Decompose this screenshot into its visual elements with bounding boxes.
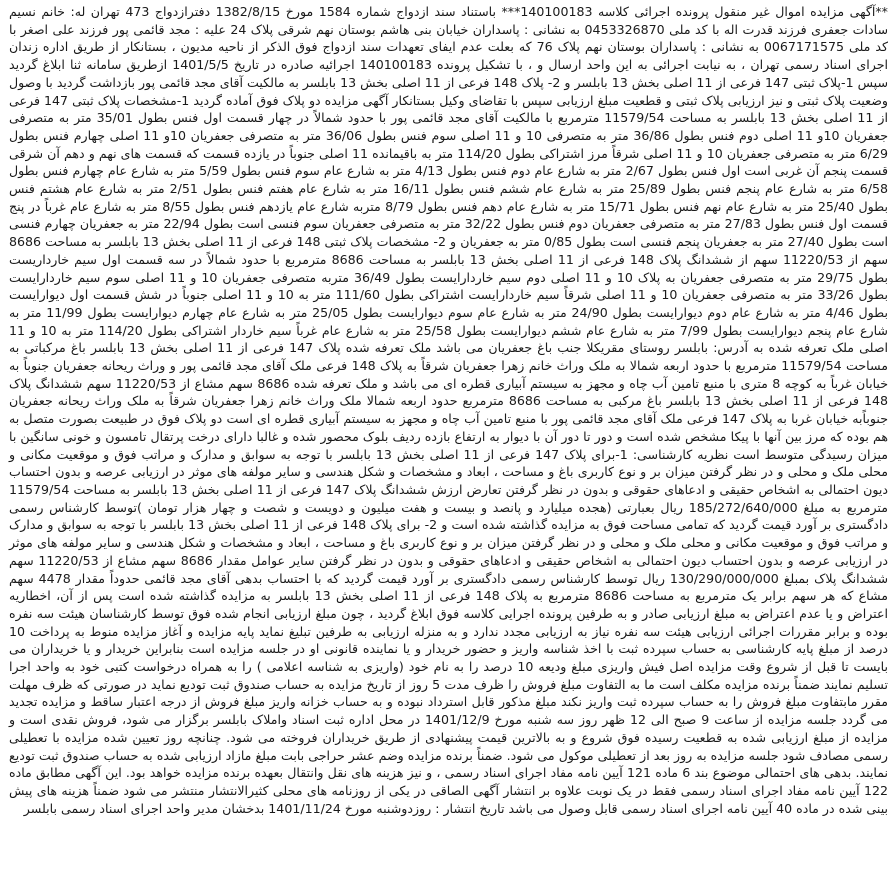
auction-notice-text: **آگهی مزایده اموال غیر منقول پرونده اجرائی کلاسه 140100183*** باستناد سند ازدواج شماره 1584 مورخ 1382/8/15 دفترازدواج 473 تهران له: خانم نسیم سادات جعفری فرزند قدرت اله با کد ملی 0453326870 به نشانی : پاسداران خیابان بنی هاشم بوستان نهم شرقی پلاک 24 علیه : مجد قائمی پور فرزند علی اصغر با کد ملی 0067171575 به نشانی : پاسداران بوستان نهم پلاک 76 که بعلت عدم ایفای تعهدات سند ازدواج فوق الذکر از ناحیه مدیون ، بستانکار از طریق اداره زندان اجرای اسناد رسمی تهران ، به نیابت اجرائی به این واحد ارسال و ، با تشکیل پرونده 140100183 اجرائیه صادره در تاریخ 1401/5/5 ازطریق سامانه ثنا ابلاغ گردید سپس 1-پلاک ثبتی 147 فرعی از 11 اصلی بخش 13 بابلسر و 2- پلاک 148 فرعی از 11 اصلی بخش 13 بابلسر به مالکیت آقای مجد قائمی پور بازداشت گردید با وصول وضعیت پلاک ثبتی و نیز ارزیابی پلاک ثبتی و قطعیت مبلغ ارزیابی سپس با تقاضای وکیل بستانکار آگهی مزایده دو پلاک فوق آماده گردید 1-مشخصات پلاک ثبتی 147 فرعی از 11 اصلی بخش 13 بابلسر به مساحت 11579/54 مترمربع با مالکیت آقای مجد قائمی پور با حدود شمالاً در چهار قسمت اول فنس بطول 35/01 متر به متصرفی جعفریان 10و 11 اصلی دوم فنس بطول 36/86 متر به متصرفی 10 و 11 اصلی سوم فنس بطول 36/06 متر به متصرفی جعفریان 10و 11 اصلی چهارم فنس بطول 6/29 متر به متصرفی جعفریان 10 و 11 اصلی شرقاً مرز اشتراکی بطول 114/20 متر به باقیمانده 11 اصلی جنوباً در یازده قسمت که قسمت های نهم و دهم آن شرقی قسمت پنجم آن غربی است اول فنس بطول 2/67 متر به شارع عام دوم فنس بطول 4/13 متر به شارع عام سوم فنس بطول 5/59 متر به شارع عام چهارم فنس بطول 6/58 متر به شارع عام پنجم فنس بطول 25/89 متر به شارع عام ششم فنس بطول 16/11 متر به شارع عام هفتم فنس بطول 2/51 متر به شارع عام هشتم فنس بطول 25/40 متر به شارع عام نهم فنس بطول 15/71 متر به شارع عام دهم فنس بطول 8/79 متربه شارع عام یازدهم فنس بطول 8/55 متر به شارع عام غرباً در پنج قسمت اول فنس بطول 27/83 متر به متصرفی جعفریان دوم فنس بطول 32/22 متر به متصرفی جعفریان سوم فنسی است بطول 22/94 متر به جعفریان چهارم فنسی است بطول 27/40 متر به جعفریان پنجم فنسی است بطول 0/85 متر به جعفریان و 2- مشخصات پلاک ثبتی 148 فرعی از 11 اصلی بخش 13 بابلسر به مساحت 8686 سهم از 11220/53 سهم از ششدانگ پلاک 148 فرعی از 11 اصلی بخش 13 بابلسر به مساحت 8686 مترمربع با حدود شمالاً در سه قسمت اول سیم خارداریست بطول 29/75 متر به متصرفی جعفریان به پلاک 10 و 11 اصلی دوم سیم خاردارایست بطول 36/49 متربه متصرفی جعفریان 10 و 11 اصلی سوم سیم خاردارایست بطول 33/26 متر به متصرفی جعفریان 10 و 11 اصلی شرقاً سیم خاردارایست اشتراکی بطول 111/60 متر به 10 و 11 اصلی جنوباً در شش قسمت اول دیوارایست بطول 4/46 متر به شارع عام دوم دیوارایست بطول 24/90 متر به شارع عام سوم دیوارایست بطول 25/05 متر به شارع عام چهارم دیوارایست بطول 11/99 متر به شارع عام پنجم دیوارایست بطول 7/99 متر به شارع عام ششم دیوارایست بطول 25/58 متر به شارع عام غرباً سیم خاردار اشتراکی بطول 114/20 متر به 10 و 11 اصلی ملک تعرفه شده به آدرس: بابلسر روستای مقریکلا جنب باغ جعفریان می باشد ملک تعرفه شده پلاک 147 فرعی از 11 اصلی بخش 13 بابلسر باغ مرکباتی به مساحت 11579/54 مترمربع با حدود اربعه شمالا به ملک وراث خانم زهرا جعفریان شرقاً به پلاک 148 فرعی ملک آقای مجد قائمی پور و وراث ریحانه جعفریان جنوباً به خیابان غرباً به کوچه 8 متری با منبع تامین آب چاه و مجهز به سیستم آبیاری قطره ای می باشد و ملک تعرفه شده 8686 سهم مشاع از 11220/53 سهم ششدانگ پلاک 148 فرعی از 11 اصلی بخش 13 بابلسر باغ مرکبی به مساحت 8686 مترمربع حدود اربعه شمالا ملک وراث خانم زهرا جعفریان شرقاً به ملک وراث ریحانه جعفریان جنوباًبه خیابان غربا به پلاک 147 فرعی ملک آقای مجد قائمی پور با منبع تامین آب چاه و مجهز به سیستم آبیاری قطره ای است دو پلاک فوق در طبیعت بصورت متصل به هم بوده که مرز بین آنها با پیکا مشخص شده است و دور تا دور آن با دیوار به ارتفاع بازده ردیف بلوک محصور شده و غالبا دارای درخت پرتقال تامسون و خونی سانگین با میزان رسیدگی متوسط است نظریه کارشناسی: 1-برای پلاک 147 فرعی از 11 اصلی بخش 13 بابلسر با توجه به سوابق و مدارک و مراتب فوق و موقعیت مکانی و محلی ملک و محلی و در نظر گرفتن میزان بر و نوع کاربری باغ و مساحت ، ابعاد و مشخصات و شکل هندسی و سایر مولفه های موثر در ارزیابی عرصه و بدون احتساب دیون احتمالی به اشخاص حقیقی و ادعاهای حقوقی و بدون در نظر گرفتن تعارض ارزش ششدانگ پلاک 147 فرعی از 11 اصلی بخش 13 بابلسر به مساحت 11579/54 مترمربع به مبلغ 185/272/640/000 ریال بعبارتی (هجده میلیارد و پانصد و بیست و هفت میلیون و دویست و شصت و چهار هزار تومان )توسط کارشناس رسمی دادگستری بر آورد قیمت گردید که تمامی مساحت فوق به مزایده گذاشته شده است و 2- برای پلاک 148 فرعی از 11 اصلی بخش 13 بابلسر با توجه به سوابق و مدارک و مراتب فوق و موقعیت مکانی و محلی ملک و محلی و در نظر گرفتن میزان بر و نوع کاربری باغ و مساحت ، ابعاد و مشخصات و شکل هندسی و سایر مولفه های موثر در ارزیابی عرصه و بدون احتساب دیون احتمالی به اشخاص حقیقی و ادعاهای حقوقی و بدون در نظر گرفتن سایر عوامل مقدار 8686 سهم مشاع از 11220/53 سهم ششدانگ پلاک بمبلغ 130/290/000/000 ریال توسط کارشناس رسمی دادگستری بر آورد قیمت گردید که با احتساب بدهی آقای مجد قائمی حدوداً مقدار 4478 سهم مشاع که هر سهم برابر یک مترمربع به مساحت 8686 مترمربع به پلاک 148 فرعی از 11 اصلی بخش 13 بابلسر به مزایده گذاشته شده است پس از آن، اخطاریه اعتراض و یا عدم اعتراض به مبلغ ارزیابی صادر و به طرفین پرونده اجرایی کلاسه فوق ابلاغ گردید ، چون مبلغ ارزیابی انجام شده فوق توسط کارشناسان هیئت سه نفره بوده و برابر مقررات اجرائی ارزیابی هیئت سه نفره نیاز به ارزیابی مجدد ندارد و به منزله ارزیابی به طرفین تبلیغ نماید پایه مزایده و آغاز مزایده منوط به پرداخت 10 درصد از مبلغ پایه کارشناسی به حساب سپرده ثبت با اخذ شناسه واریز و حضور خریدار و یا نماینده قانونی او در جلسه مزایده است بنابراین خریدار و یا خریداران می بایست تا قبل از شروع وقت مزایده اصل فیش واریزی مبلغ ودیعه 10 درصد را به نام خود (واریزی به شناسه اعلامی ) را به همراه درخواست کتبی خود به واحد اجرا تسلیم نمایند ضمناً برنده مزایده مکلف است ما به التفاوت مبلغ فروش را ظرف مدت 5 روز از تاریخ مزایده به حساب صندوق ثبت تودیع نماید در صورتی که ظرف مهلت مقرر مابتفاوت مبلغ فروش را به حساب سپرده ثبت واریز نکند مبلغ مذکور قابل استرداد نبوده و به حساب خزانه واریز مبلغ فروش از درجه اعتبار ساقط و مزایده تجدید می گردد جلسه مزایده از ساعت 9 صبح الی 12 ظهر روز سه شنبه مورخ 1401/12/9 در محل اداره ثبت اسناد واملاک بابلسر برگزار می شود، فروش نقدی است و مزایده از مبلغ ارزیابی شده به قطعیت رسیده فوق شروع و به بالاترین قیمت پیشنهادی از طریق خریداران فروخته می شود. چنانچه روز تعیین شده مزایده با تعطیلی رسمی مصادف شود جلسه مزایده به روز بعد از تعطیلی موکول می شود. ضمناً برنده مزایده وضم عشر حراجی بابت مبلغ مازاد ارزیابی شده به حساب صندوق ثبت تودیع نمایند. بدهی های احتمالی موضوع بند 6 ماده 121 آیین نامه مفاد اجرای اسناد رسمی ، و نیز هزینه های نقل وانتقال بعهده برنده مزایده خواهد بود. این آگهی مطابق ماده 122 آیین نامه مفاد اجرای اسناد رسمی فقط در یک نوبت علاوه بر انتشار آگهی الصاقی در یکی از روزنامه های محلی کثیرالانتشار منتشر می شود ضمناً هزینه های پیش بینی شده در ماده 40 آیین نامه اجرای اسناد رسمی قابل وصول می باشد تاریخ انتشار : روزدوشنبه مورخ 1401/11/24 بدخشان مدیر واحد اجرای اسناد رسمی بابلسر [9, 4, 889, 816]
